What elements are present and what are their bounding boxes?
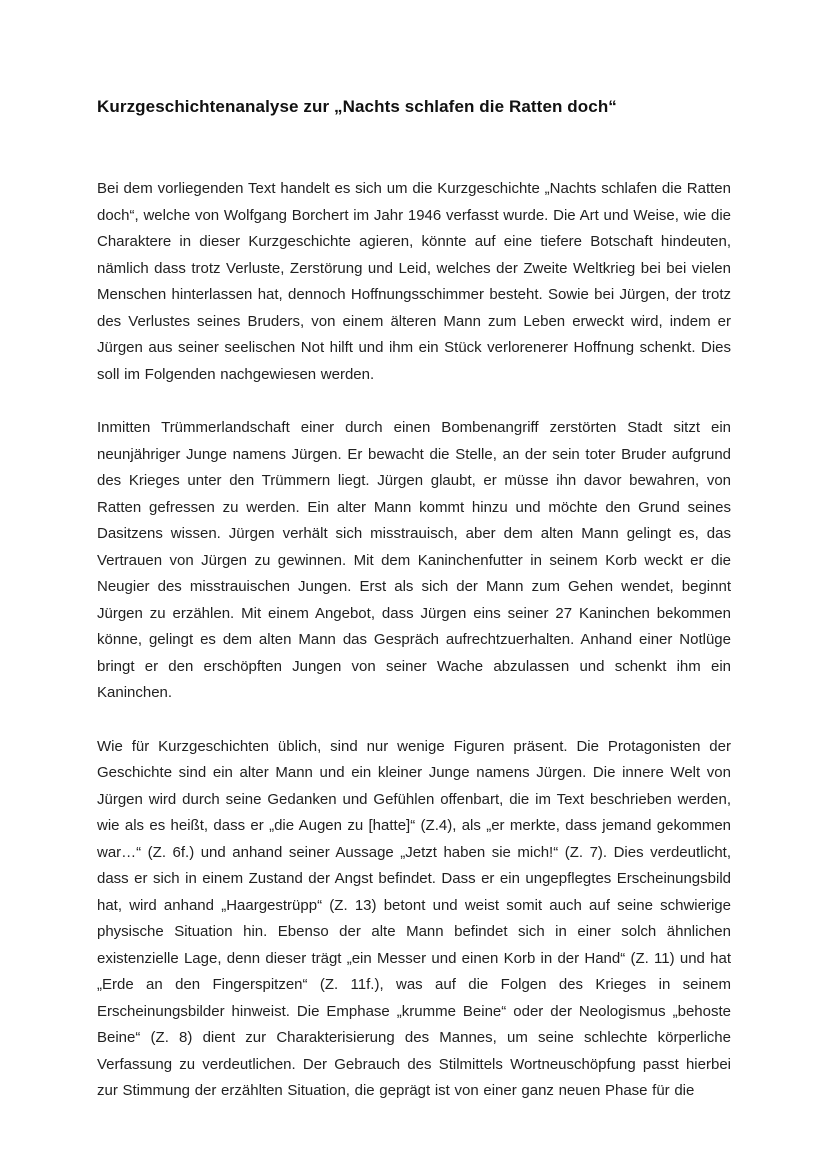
paragraph-character-analysis: Wie für Kurzgeschichten üblich, sind nur wenige Figuren präsent. Die Protagonisten der Geschichte sind ein alter Mann und ein kleiner Junge namens Jürgen. Die innere Welt von Jürgen wird durch seine Gedanken und Gefühlen offenbart, die im Text beschrieben werden, wie als es heißt, dass er „die Augen zu [hatte]“ (Z.4), als „er merkte, dass jemand gekommen war…“ (Z. 6f.) und anhand seiner Aussage „Jetzt haben sie mich!“ (Z. 7). Dies verdeutlicht, dass er sich in einem Zustand der Angst befindet. Dass er ein ungepflegtes Erscheinungsbild hat, wird anhand „Haargestrüpp“ (Z. 13) betont und weist somit auch auf seine schwierige physische Situation hin. Ebenso der alte Mann befindet sich in einer solch ähnlichen existenzielle Lage, denn dieser trägt „ein Messer und einen Korb in der Hand“ (Z. 11) und hat „Erde an den Fingerspitzen“ (Z. 11f.), was auf die Folgen des Krieges in seinem Erscheinungsbilder hinweist. Die Emphase „krumme Beine“ oder der Neologismus „behoste Beine“ (Z. 8) dient zur Charakterisierung des Mannes, um seine schlechte körperliche Verfassung zu verdeutlichen. Der Gebrauch des Stilmittels Wortneuschöpfung passt hierbei zur Stimmung der erzählten Situation, die geprägt ist von einer ganz neuen Phase für die	[97, 737, 731, 1100]
document-content	[97, 96, 731, 1105]
paragraph-plot-summary: Inmitten Trümmerlandschaft einer durch einen Bombenangriff zerstörten Stadt sitzt ein neunjähriger Junge namens Jürgen. Er bewacht die Stelle, an der sein toter Bruder aufgrund des Krieges unter den Trümmern liegt. Jürgen glaubt, er müsse ihn davor bewahren, von Ratten gefressen zu werden. Ein alter Mann kommt hinzu und möchte den Grund seines Dasitzens wissen. Jürgen verhält sich misstrauisch, aber dem alten Mann gelingt es, das Vertrauen von Jürgen zu gewinnen. Mit dem Kaninchenfutter in seinem Korb weckt er die Neugier des misstrauischen Jungen. Erst als sich der Mann zum Gehen wendet, beginnt Jürgen zu erzählen. Mit einem Angebot, dass Jürgen eins seiner 27 Kaninchen bekommen könne, gelingt es dem alten Mann das Gespräch aufrechtzuerhalten. Anhand einer Notlüge bringt er den erschöpften Jungen von seiner Wache abzulassen und schenkt ihm ein Kaninchen.	[97, 419, 731, 702]
document-title: Kurzgeschichtenanalyse zur „Nachts schlafen die Ratten doch“	[97, 97, 617, 116]
paragraph-introduction: Bei dem vorliegenden Text handelt es sich um die Kurzgeschichte „Nachts schlafen die Ratten doch“, welche von Wolfgang Borchert im Jahr 1946 verfasst wurde. Die Art und Weise, wie die Charaktere in dieser Kurzgeschichte agieren, könnte auf eine tiefere Botschaft hindeuten, nämlich dass trotz Verluste, Zerstörung und Leid, welches der Zweite Weltkrieg bei bei vielen Menschen hinterlassen hat, dennoch Hoffnungsschimmer besteht. Sowie bei Jürgen, der trotz des Verlustes seines Bruders, von einem älteren Mann zum Leben erweckt wird, indem er Jürgen aus seiner seelischen Not hilft und ihm ein Stück verlorenerer Hoffnung schenkt. Dies soll im Folgenden nachgewiesen werden.	[97, 180, 731, 383]
